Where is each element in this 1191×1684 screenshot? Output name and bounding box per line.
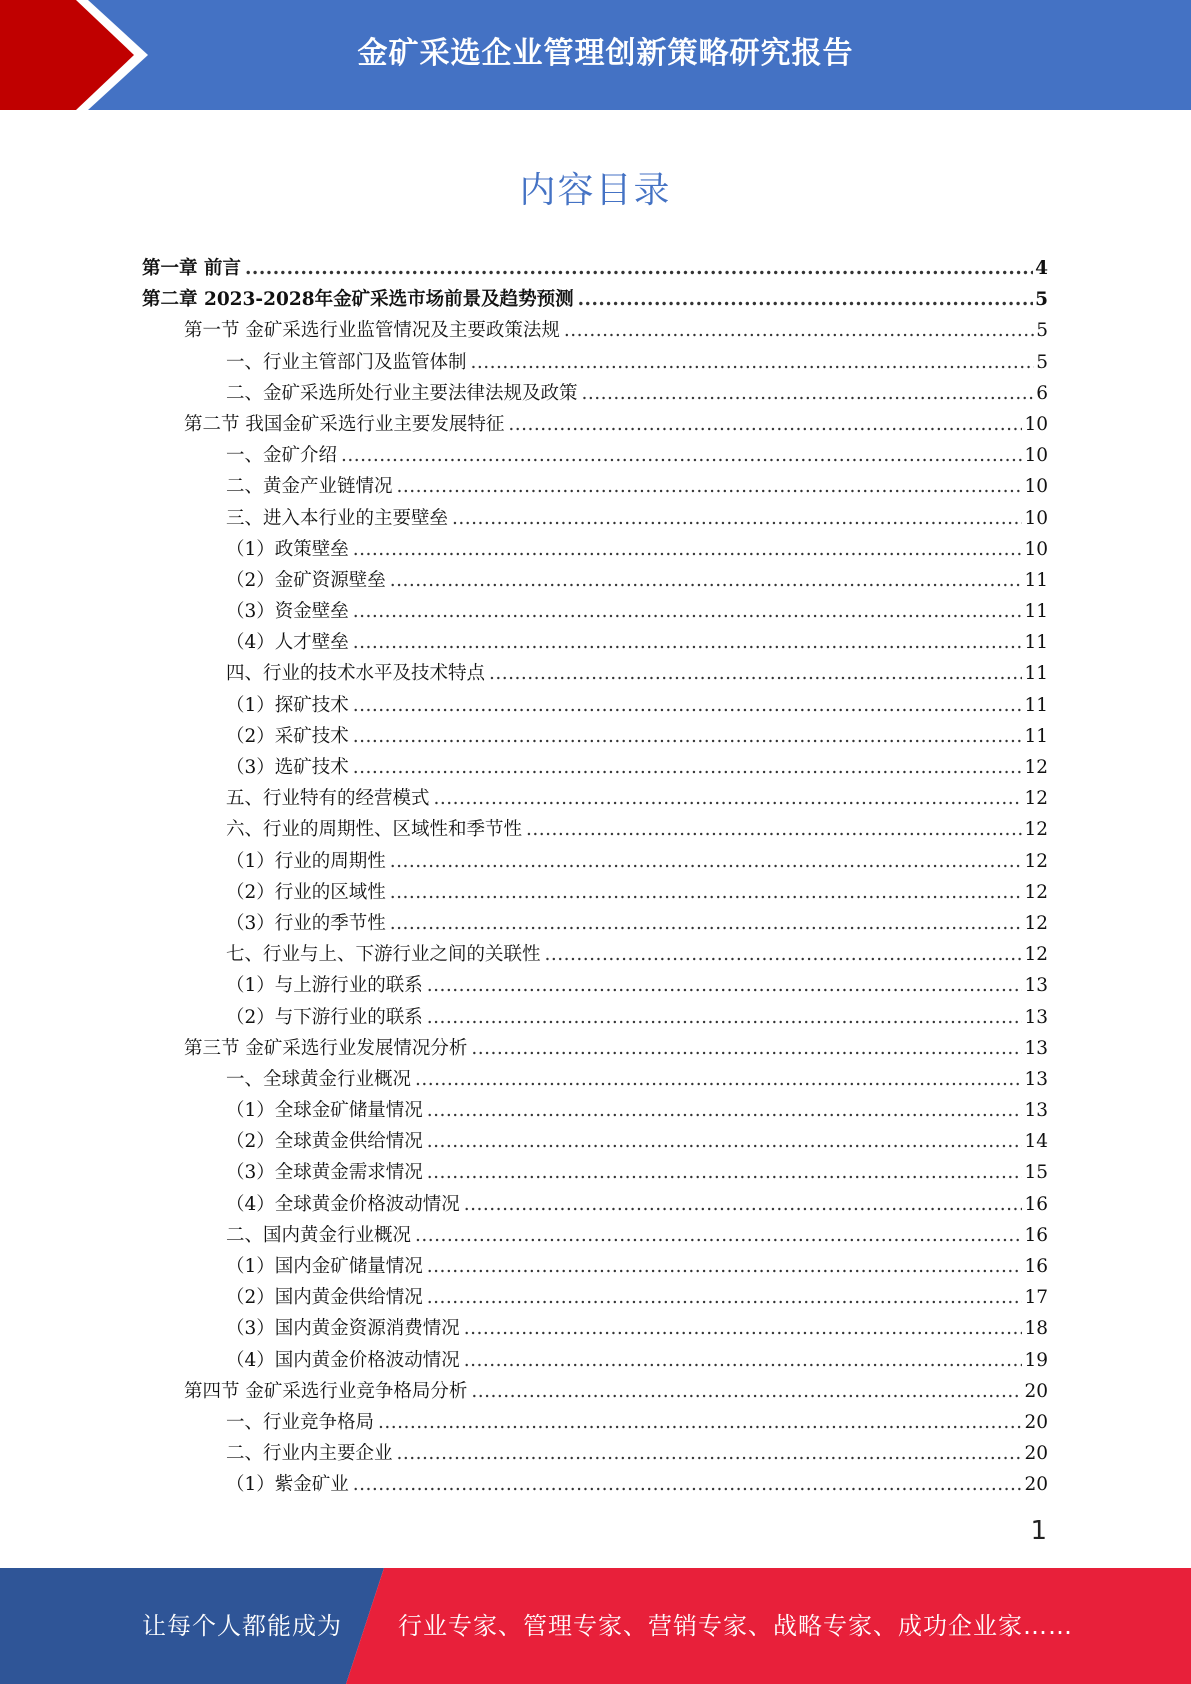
toc-page-number: 11 [1024,632,1048,654]
toc-entry[interactable] [142,347,1048,378]
toc-entry-text: 二、国内黄金行业概况 [226,1224,412,1246]
toc-dot-leader [353,690,1023,721]
toc-entry[interactable] [142,939,1048,970]
toc-entry-text: （3）选矿技术 [226,757,349,778]
toc-entry-text: 五、行业特有的经营模式 [226,788,430,810]
toc-entry-text: （2）国内黄金供给情况 [226,1287,423,1309]
toc-entry-text: （3）行业的季节性 [226,912,386,934]
toc-dot-leader [508,409,1022,440]
toc-dot-leader [427,1157,1023,1188]
toc-dot-leader [390,908,1023,939]
toc-entry-text: （2）金矿资源壁垒 [226,569,386,591]
toc-dot-leader [390,565,1023,596]
toc-entry-text: （3）国内黄金资源消费情况 [226,1318,460,1340]
toc-entry[interactable] [142,658,1048,689]
toc-dot-leader [353,721,1023,752]
toc-entry-text: （4）全球黄金价格波动情况 [226,1193,460,1215]
toc-page-number: 13 [1024,1006,1048,1028]
toc-entry-text: 第二章 2023-2028年金矿采选市场前景及趋势预测 [142,289,574,311]
toc-entry[interactable] [142,440,1048,471]
toc-entry-text: 第四节 金矿采选行业竞争格局分析 [184,1380,468,1402]
toc-dot-leader [353,752,1023,783]
toc-entry[interactable] [142,627,1048,658]
toc-dot-leader [415,1220,1022,1251]
toc-entry[interactable] [142,1033,1048,1064]
toc-entry[interactable] [142,877,1048,908]
toc-page-number: 16 [1024,1256,1048,1277]
toc-entry-text: （1）国内金矿储量情况 [226,1256,423,1277]
toc-entry-text: 第一节 金矿采选行业监管情况及主要政策法规 [184,320,560,342]
toc-page-number: 13 [1024,975,1048,997]
toc-entry[interactable] [142,814,1048,845]
toc-page-number: 20 [1024,1380,1048,1402]
toc-page-number: 12 [1024,819,1048,841]
toc-entry[interactable] [142,1220,1048,1251]
toc-entry-text: （1）政策壁垒 [226,538,349,560]
toc-page-number: 10 [1024,538,1048,560]
toc-entry[interactable] [142,1345,1048,1376]
toc-entry[interactable] [142,1157,1048,1188]
toc-page-number: 16 [1024,1224,1048,1246]
toc-page-number: 12 [1024,881,1048,903]
toc-entry-text: （2）与下游行业的联系 [226,1006,423,1028]
toc-entry[interactable] [142,253,1048,284]
toc-entry-text: 七、行业与上、下游行业之间的关联性 [226,944,541,966]
toc-dot-leader [427,1251,1023,1282]
toc-page-number: 18 [1024,1318,1048,1340]
toc-entry-text: 二、金矿采选所处行业主要法律法规及政策 [226,382,578,404]
toc-page-number: 12 [1024,850,1048,872]
toc-entry[interactable] [142,471,1048,502]
toc-entry[interactable] [142,1251,1048,1282]
toc-entry-text: 一、行业主管部门及监管体制 [226,351,467,373]
toc-page-number: 13 [1024,1100,1048,1122]
toc-entry[interactable] [142,503,1048,534]
toc-entry[interactable] [142,1189,1048,1220]
toc-entry[interactable] [142,1064,1048,1095]
toc-page-number: 4 [1035,258,1048,279]
toc-entry[interactable] [142,1095,1048,1126]
toc-page-number: 12 [1024,912,1048,934]
toc-entry[interactable] [142,970,1048,1001]
toc-entry-text: （4）国内黄金价格波动情况 [226,1349,460,1371]
toc-dot-leader [526,814,1022,845]
toc-entry-text: 一、行业竞争格局 [226,1411,375,1433]
page-number: 1 [1030,1516,1047,1546]
toc-page-number: 20 [1024,1411,1048,1433]
toc-dot-leader [427,1002,1023,1033]
toc-page-number: 17 [1024,1287,1048,1309]
toc-entry[interactable] [142,846,1048,877]
toc-entry[interactable] [142,534,1048,565]
toc-entry-text: 第三节 金矿采选行业发展情况分析 [184,1037,468,1059]
toc-dot-leader [427,1095,1023,1126]
toc-dot-leader [378,1407,1022,1438]
toc-page-number: 10 [1024,476,1048,498]
toc-entry-text: （1）行业的周期性 [226,850,386,872]
toc-entry-text: 一、金矿介绍 [226,445,338,467]
toc-dot-leader [471,1033,1022,1064]
toc-dot-leader [427,1282,1023,1313]
toc-entry[interactable] [142,596,1048,627]
toc-dot-leader [427,970,1023,1001]
toc-dot-leader [353,596,1023,627]
toc-page-number: 20 [1024,1474,1048,1496]
toc-page-number: 11 [1024,663,1048,685]
toc-entry-text: （1）探矿技术 [226,694,349,716]
toc-entry-text: （1）全球金矿储量情况 [226,1100,423,1122]
footer-slogan-left: 让每个人都能成为 [142,1612,342,1640]
toc-page-number: 5 [1036,351,1048,373]
toc-page-number: 16 [1024,1193,1048,1215]
toc-entry-text: 第一章 前言 [142,258,241,279]
toc-entry-text: （3）资金壁垒 [226,601,349,623]
toc-dot-leader [341,440,1022,471]
toc-entry[interactable] [142,690,1048,721]
toc-dot-leader [397,471,1023,502]
toc-entry-text: （1）紫金矿业 [226,1474,349,1496]
toc-dot-leader [353,1469,1023,1500]
toc-entry[interactable] [142,1438,1048,1469]
toc-entry[interactable] [142,1376,1048,1407]
toc-dot-leader [397,1438,1023,1469]
toc-entry[interactable] [142,1407,1048,1438]
toc-page-number: 11 [1024,569,1048,591]
toc-dot-leader [545,939,1023,970]
toc-page-number: 13 [1024,1037,1048,1059]
toc-dot-leader [464,1313,1023,1344]
header-banner [0,0,1191,110]
toc-entry[interactable] [142,1002,1048,1033]
toc-dot-leader [245,253,1033,284]
toc-dot-leader [415,1064,1022,1095]
toc-entry-text: 六、行业的周期性、区域性和季节性 [226,819,523,841]
toc-entry-text: 一、全球黄金行业概况 [226,1068,412,1090]
toc-entry[interactable] [142,409,1048,440]
table-of-contents [142,253,1048,1501]
footer-slogan-right: 行业专家、管理专家、营销专家、战略专家、成功企业家…… [398,1612,1073,1640]
footer-banner [0,1568,1191,1684]
toc-entry-text: （4）人才壁垒 [226,632,349,654]
toc-entry[interactable] [142,1313,1048,1344]
toc-dot-leader [564,315,1034,346]
toc-page-number: 6 [1036,382,1048,404]
toc-entry-text: 三、进入本行业的主要壁垒 [226,507,449,529]
toc-dot-leader [582,378,1035,409]
toc-entry[interactable] [142,1282,1048,1313]
toc-page-number: 11 [1024,694,1048,716]
toc-entry[interactable] [142,565,1048,596]
toc-page-number: 11 [1024,725,1048,747]
toc-dot-leader [464,1189,1023,1220]
toc-dot-leader [390,877,1023,908]
toc-page-number: 20 [1024,1443,1048,1465]
toc-dot-leader [427,1126,1023,1157]
toc-page-number: 10 [1024,445,1048,467]
toc-entry[interactable] [142,908,1048,939]
toc-entry[interactable] [142,315,1048,346]
toc-page-number: 11 [1024,601,1048,623]
toc-entry[interactable] [142,1469,1048,1500]
toc-entry-text: （2）行业的区域性 [226,881,386,903]
toc-dot-leader [390,846,1023,877]
toc-entry-text: 二、行业内主要企业 [226,1443,393,1465]
toc-entry-text: （1）与上游行业的联系 [226,975,423,997]
toc-dot-leader [452,503,1022,534]
toc-entry-text: （2）采矿技术 [226,725,349,747]
toc-page-number: 13 [1024,1068,1048,1090]
toc-dot-leader [489,658,1022,689]
toc-entry-text: 第二节 我国金矿采选行业主要发展特征 [184,413,505,435]
toc-page-number: 14 [1024,1131,1048,1153]
toc-page-number: 5 [1035,289,1048,311]
toc-entry-text: 四、行业的技术水平及技术特点 [226,663,486,685]
toc-dot-leader [464,1345,1023,1376]
toc-dot-leader [578,284,1034,315]
toc-entry[interactable] [142,284,1048,315]
toc-page-number: 12 [1024,788,1048,810]
toc-dot-leader [434,783,1023,814]
toc-dot-leader [471,347,1035,378]
toc-entry[interactable] [142,752,1048,783]
toc-dot-leader [353,627,1023,658]
report-title: 金矿采选企业管理创新策略研究报告 [357,36,854,71]
toc-entry-text: （2）全球黄金供给情况 [226,1131,423,1153]
toc-dot-leader [471,1376,1022,1407]
toc-entry[interactable] [142,1126,1048,1157]
toc-entry[interactable] [142,378,1048,409]
toc-entry[interactable] [142,783,1048,814]
toc-heading: 内容目录 [519,170,672,211]
toc-page-number: 12 [1024,757,1048,778]
toc-page-number: 15 [1024,1162,1048,1184]
toc-page-number: 12 [1024,944,1048,966]
toc-page-number: 5 [1036,320,1048,342]
toc-entry-text: （3）全球黄金需求情况 [226,1162,423,1184]
toc-page-number: 10 [1024,507,1048,529]
toc-page-number: 19 [1024,1349,1048,1371]
toc-entry[interactable] [142,721,1048,752]
toc-page-number: 10 [1024,413,1048,435]
toc-dot-leader [353,534,1023,565]
toc-entry-text: 二、黄金产业链情况 [226,476,393,498]
